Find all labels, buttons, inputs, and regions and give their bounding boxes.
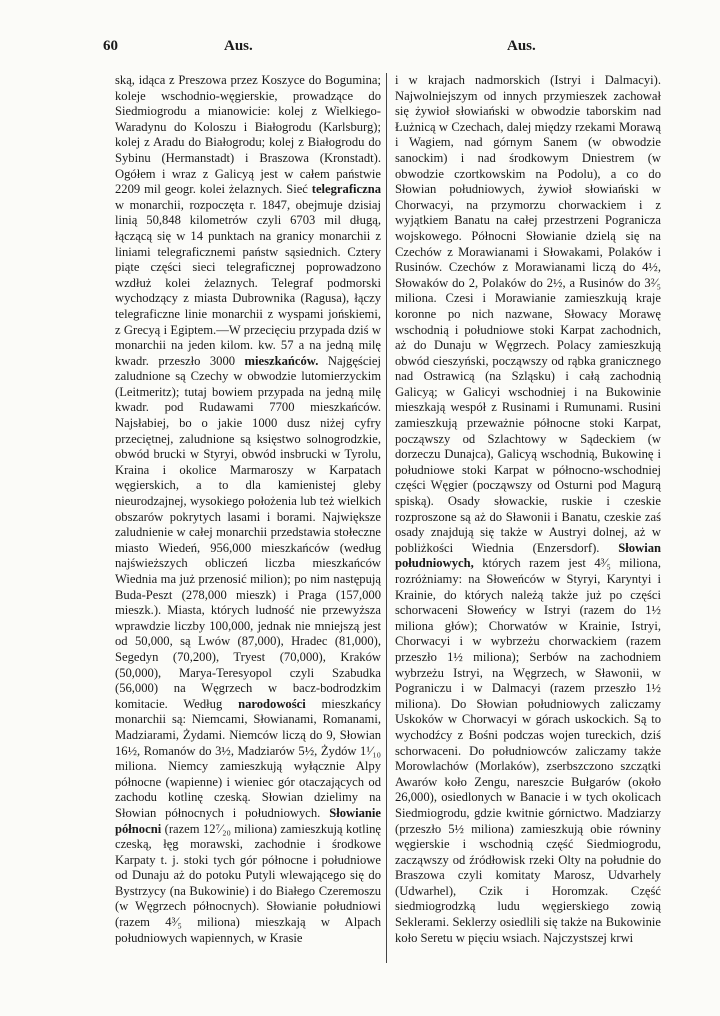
left-column-paragraph xyxy=(115,73,381,946)
bold-term: mieszkańców. xyxy=(244,353,319,368)
column-divider xyxy=(386,73,387,963)
right-column-paragraph xyxy=(395,73,661,946)
text-run: ską, idąca z Preszowa przez Koszyce do Bogumina; koleje wschodnio-węgierskie, prowadzące do Siedmiogrodu a mianowicie: kolej z Wielkiego-Waradynu do Koloszu i Białogrodu (Karlsburg); kolej z Aradu do Białogrodu; kolej z Białogrodu do Sybinu (Hermanstadt) i Braszowa (Kronstadt). Ogółem i wraz z Galicyą jest w całem państwie 2209 mil geogr. kolei żelaznych. Sieć xyxy=(115,73,381,197)
bold-term: telegraficzna xyxy=(311,182,381,197)
text-run: mieszkańcy monarchii są: Niemcami, Słowianami, Romanami, Madziarami, Żydami. Niemców liczą do 9, Słowian 16½, Romanów do 3½, Madziarów 5½, Żydów 1¹⁄₁₀ miliona. Niemcy zamieszkują wyłącznie Alpy północne (wapienne) i wieniec gór otaczających od zachodu kotlinę czeską. Słowian dzielimy na Słowian północnych i południowych. xyxy=(115,696,381,820)
bold-term: Słowianie północni xyxy=(115,805,381,836)
text-run: których razem jest 4³⁄₅ miliona, rozróżniamy: na Słoweńców w Styryi, Karyntyi i Krainie, do których należą także już po części schorwaceni Słoweńcy w Istryi (razem do 1½ miliona głów); Chorwatów w Krainie, Istryi, Chorwacyi i w wybrzeżu chorwackiem (razem przeszło 1½ miliona); Serbów na zachodniem wybrzeżu Istryi, na Węgrzech, w Sławonii, w Pograniczu i w Dalmacyi (razem przeszło 1½ miliona). Do Słowian południowych zaliczamy Uskoków w Chorwacyi w górach uskockich. Są to wychodźcy z Bośni podczas wojen tureckich, dziś schorwaceni. Do południowców zaliczamy także Morowlachów (Morlaków), zserbszczono szczątki Awarów koło Zengu, nareszcie Bułgarów (około 26,000), osiedlonych w Banacie i w tych okolicach Siedmiogrodu, gdzie kwitnie górnictwo. Madziarzy (przeszło 5½ miliona) zamieszkują obie równiny węgierskie i wschodnią część Siedmiogrodu, zacząwszy od źródłowisk rzeki Olty na południe do Braszowa czyli komitaty Marosz, Udvarhely (Udwarhel), Czik i Horomzak. Część siedmiogrodzką ludu węgierskiego zowią Seklerami. Seklerzy osiedlili się także na Bukowinie koło Seretu w pięciu wsiach. Najczystszej krwi xyxy=(395,556,661,945)
running-header xyxy=(0,38,720,58)
text-run: w monarchii, rozpoczęta r. 1847, obejmuje dzisiaj linią 50,848 kilometrów czyli 6703 mil długą, łączącą się w 14 punktach na granicy monarchii z liniami telegraficznemi państw sąsiednich. Cztery piąte części sieci telegraficznej poprowadzono wzdłuż kolei żelaznych. Telegraf podmorski wychodzący z miasta Dubrownika (Ragusa), łączy telegraficzne linie monarchii z wyspami jońskiemi, z Grecyą i Egiptem.—W przecięciu przypada dziś w monarchii na jeden kilom. kw. 57 a na jedną milę kwadr. przeszło 3000 xyxy=(115,197,381,368)
right-running-head: Aus. xyxy=(507,38,536,54)
text-run: Najgęściej zaludnione są Czechy w obwodzie lutomierzyckim (Leitmeritz); tutaj bowiem przypada na jedną milę kwadr. pod Rudawami 7700 mieszkańców. Najsłabiej, bo o jakie 1000 dusz niżej cyfry przeciętnej, zaludnione są księstwo solnogrodzkie, obwód brucki w Styryi, obwód insbrucki w Tyrolu, Kraina i okolice Marmaroszy w Karpatach węgierskich, a to dla kamienistej gleby nieurodzajnej, wysokiego położenia lub też wielkich obszarów pokrytych lasami i borami. Największe zaludnienie w całej monarchii przedstawia stołeczne miasto Wiedeń, 956,000 mieszkańców (według najświeższych obliczeń liczba mieszkańców Wiednia ma już przenosić milion); po nim następują Buda-Peszt (278,000 mieszk) i Praga (157,000 mieszk.). Miasta, których ludność nie przewyższa wprawdzie liczby 100,000, jednak nie mniejszą jest od 50,000, są Lwów (87,000), Hradec (81,000), Segedyn (70,200), Tryest (70,000), Kraków (50,000), Marya-Teresyopol czyli Szabudka (56,000) na Węgrzech w bacz-bodrodzkim komitacie. Według xyxy=(115,353,381,711)
text-run: i w krajach nadmorskich (Istryi i Dalmacyi). Najwolniejszym od innych przymieszek zachował się żywioł słowiański w obwodzie taborskim nad Łużnicą w Czechach, dalej między rzekami Morawą i Wagiem, nad górnym Sanem (w obwodzie sanockim) i nad środkowym Dniestrem (w obwodzie czortkowskim na Podolu), a co do Słowian południowych, żywioł słowiański w Chorwacyi, na przymorzu chorwackiem i z wyjątkiem Banatu na całej przestrzeni Pogranicza wojskowego. Północni Słowianie dzielą się na Czechów z Morawianami i Słowakami, Polaków i Rusinów. Czechów z Morawianami liczą do 4½, Słowaków do 2, Polaków do 2½, a Rusinów do 3²⁄₅ miliona. Czesi i Morawianie zamieszkują kraje koronne po nich nazwane, Słowacy Morawę wschodnią i południowe stoki Karpat zachodnich, aż do Dunaju w Węgrzech. Polacy zamieszkują obwód cieszyński, począwszy od rąbka granicznego nad Ostrawicą (na Szląsku) i całą zachodnią Galicyą; w Galicyi wschodniej i na Bukowinie mieszkają wespół z Rusinami i Rumunami. Rusini zamieszkują przeważnie północne stoki Karpat, począwszy od Szlachtowy w Sądeckiem (w dorzeczu Dunajca), Galicyą wschodnią, Bukowinę i południowe stoki Karpat w północno-wschodniej części Węgier (począwszy od Osturni pod Magurą spiską). Osady słowackie, ruskie i czeskie rozproszone są aż do Sławonii i Banatu, czeskie zaś osady znajdują się także w Austryi dolnej, aż w pobliżkości Wiednia (Enzersdorf). xyxy=(395,73,661,555)
right-column xyxy=(395,73,661,946)
bold-term: Słowian południowych, xyxy=(395,540,661,571)
left-column xyxy=(115,73,381,946)
bold-term: narodowości xyxy=(238,696,306,711)
text-run: (razem 12⁷⁄₂₀ miliona) zamieszkują kotlinę czeską, łęg morawski, zachodnie i środkowe Karpaty t. j. stoki tych gór północne i południowe od Dunaju aż do potoku Putyli wlewającego się do Bystrzycy (na Bukowinie) i do Białego Czeremoszu (w Węgrzech północnych). Słowianie południowi (razem 4³⁄₅ miliona) mieszkają w Alpach południowych wapiennych, w Krasie xyxy=(115,821,381,945)
page-number: 60 xyxy=(103,38,118,54)
left-running-head: Aus. xyxy=(224,38,253,54)
